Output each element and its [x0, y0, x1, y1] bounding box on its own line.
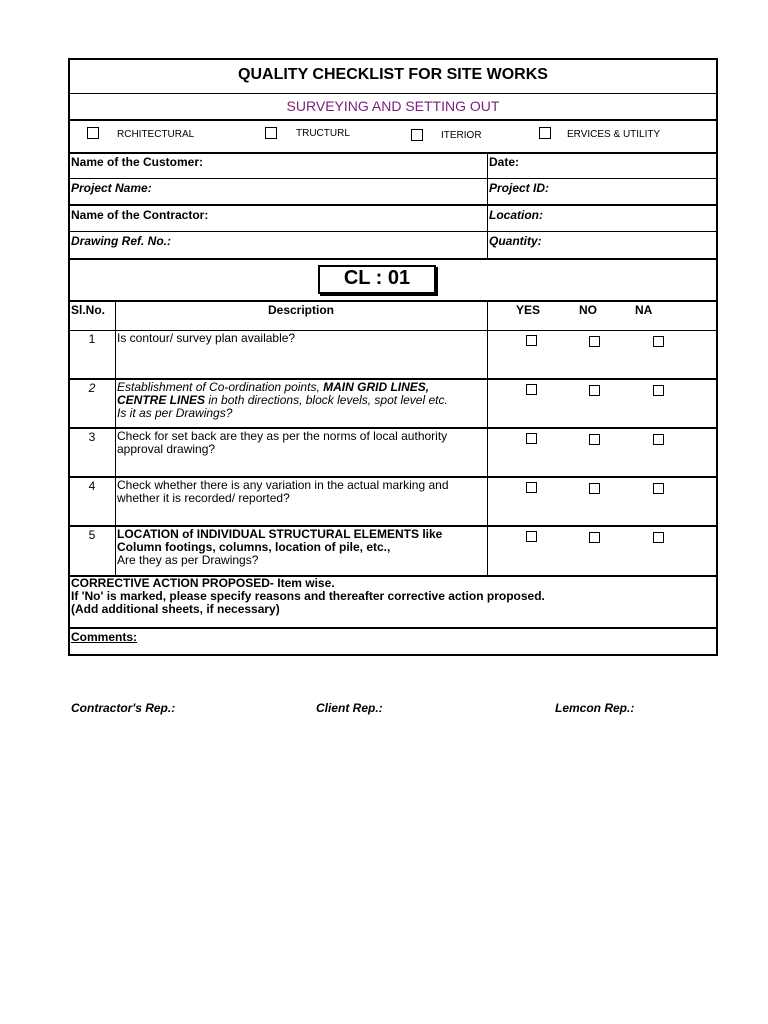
- row-2-description: [117, 381, 485, 420]
- row-5-yes-checkbox[interactable]: [526, 531, 537, 542]
- row-3-text-1: Check for set back are they as per the norms of local authority: [117, 429, 448, 443]
- interior-checkbox[interactable]: [411, 129, 423, 141]
- row-2-text-3: Is it as per Drawings?: [117, 406, 233, 420]
- row-4-description: [117, 479, 485, 505]
- row-2-text-2b: in both directions, block levels, spot level etc.: [205, 393, 448, 407]
- row-4-yes-checkbox[interactable]: [526, 482, 537, 493]
- client-rep-label: Client Rep.:: [316, 701, 383, 715]
- row-5-no-checkbox[interactable]: [589, 532, 600, 543]
- row-1-no-checkbox[interactable]: [589, 336, 600, 347]
- row-4-no-checkbox[interactable]: [589, 483, 600, 494]
- row-2-yes-checkbox[interactable]: [526, 384, 537, 395]
- row-3-na-checkbox[interactable]: [653, 434, 664, 445]
- page-subtitle: SURVEYING AND SETTING OUT: [286, 98, 500, 114]
- interior-label: ITERIOR: [441, 130, 482, 141]
- row-2-number: 2: [88, 381, 96, 395]
- checklist-code: CL : 01: [343, 267, 411, 289]
- row-4-text-2: whether it is recorded/ reported?: [117, 491, 290, 505]
- row-2-no-checkbox[interactable]: [589, 385, 600, 396]
- customer-label: Name of the Customer:: [71, 155, 204, 169]
- corrective-line-2: If 'No' is marked, please specify reasons and thereafter corrective action proposed.: [71, 589, 545, 603]
- yes-header: YES: [516, 303, 541, 317]
- row-3-text-2: approval drawing?: [117, 442, 216, 456]
- row-1-description: Is contour/ survey plan available?: [117, 331, 296, 345]
- no-header: NO: [579, 303, 597, 317]
- row-3-yes-checkbox[interactable]: [526, 433, 537, 444]
- architectural-checkbox[interactable]: [87, 127, 99, 139]
- row-5-description: [117, 528, 485, 567]
- contractor-rep-label: Contractor's Rep.:: [71, 701, 176, 715]
- page-title: QUALITY CHECKLIST FOR SITE WORKS: [238, 66, 548, 83]
- row-2-text-1b: MAIN GRID LINES,: [323, 380, 430, 394]
- services-utility-checkbox[interactable]: [539, 127, 551, 139]
- corrective-line-3: (Add additional sheets, if necessary): [71, 602, 280, 616]
- row-5-text-2: Column footings, columns, location of pile, etc.,: [117, 540, 391, 554]
- quantity-label: Quantity:: [489, 234, 542, 248]
- date-label: Date:: [489, 155, 520, 169]
- row-5-text-1: LOCATION of INDIVIDUAL STRUCTURAL ELEMENTS like: [117, 527, 443, 541]
- services-utility-label: ERVICES & UTILITY: [567, 129, 661, 140]
- row-2-text-1a: Establishment of Co-ordination points,: [117, 380, 324, 394]
- structural-label: TRUCTURL: [296, 128, 350, 139]
- location-label: Location:: [489, 208, 543, 222]
- row-1-yes-checkbox[interactable]: [526, 335, 537, 346]
- row-3-number: 3: [88, 430, 96, 444]
- lemcon-rep-label: Lemcon Rep.:: [555, 701, 635, 715]
- structural-checkbox[interactable]: [265, 127, 277, 139]
- project-id-label: Project ID:: [489, 181, 550, 195]
- row-5-na-checkbox[interactable]: [653, 532, 664, 543]
- row-5-number: 5: [88, 528, 96, 542]
- contractor-label: Name of the Contractor:: [71, 208, 209, 222]
- row-5-text-3: Are they as per Drawings?: [117, 553, 259, 567]
- description-header: Description: [267, 303, 334, 317]
- row-2-na-checkbox[interactable]: [653, 385, 664, 396]
- na-header: NA: [635, 303, 653, 317]
- comments-label: Comments:: [71, 630, 138, 644]
- row-2-text-2a: CENTRE LINES: [117, 393, 206, 407]
- corrective-line-1: CORRECTIVE ACTION PROPOSED- Item wise.: [71, 576, 335, 590]
- slno-header: Sl.No.: [71, 303, 106, 317]
- row-4-text-1: Check whether there is any variation in the actual marking and: [117, 478, 449, 492]
- project-name-label: Project Name:: [71, 181, 152, 195]
- row-1-na-checkbox[interactable]: [653, 336, 664, 347]
- row-4-number: 4: [88, 479, 96, 493]
- drawing-ref-label: Drawing Ref. No.:: [71, 234, 172, 248]
- row-1-number: 1: [88, 332, 96, 346]
- architectural-label: RCHITECTURAL: [117, 129, 195, 140]
- row-3-no-checkbox[interactable]: [589, 434, 600, 445]
- corrective-action: [71, 577, 545, 616]
- row-3-description: [117, 430, 485, 456]
- row-4-na-checkbox[interactable]: [653, 483, 664, 494]
